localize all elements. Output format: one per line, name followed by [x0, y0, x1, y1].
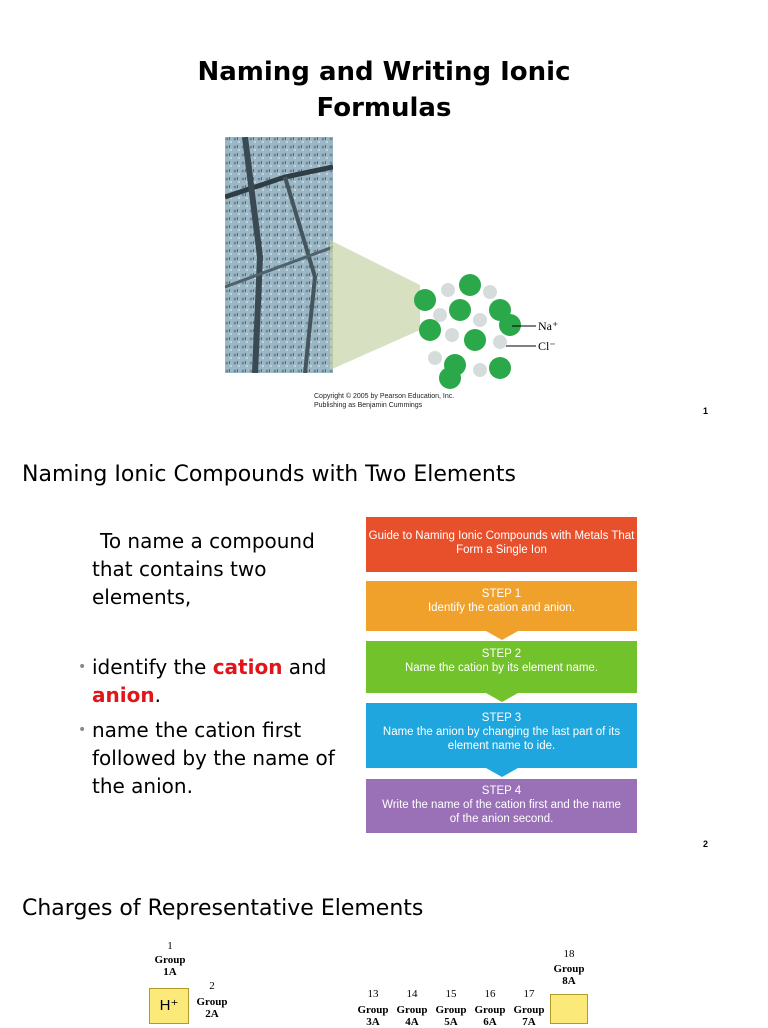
periodic-table-excerpt [0, 930, 768, 1028]
step-3-text: Name the anion by changing the last part of its element name to ide. [382, 726, 621, 752]
title-line-1: Naming and Writing Ionic [197, 57, 571, 87]
copyright-notice [314, 392, 454, 410]
group-number: 14 [406, 988, 418, 1000]
group-label [145, 954, 195, 978]
bullet1-mid: and [282, 655, 327, 679]
sodium-ion-label: Na⁺ [538, 319, 559, 333]
group-word: Group [154, 954, 186, 966]
group-sub: 1A [163, 966, 177, 978]
title-line-2: Formulas [316, 93, 452, 123]
group-word: Group [357, 1004, 389, 1016]
group-number: 13 [367, 988, 379, 1000]
group-sub: 2A [205, 1008, 219, 1020]
step-1-box [366, 581, 637, 631]
group-sub: 8A [562, 975, 576, 987]
group-label [510, 1004, 548, 1028]
hydrogen-cell [149, 988, 189, 1024]
step-2-label: STEP 2 [481, 648, 522, 660]
slide-title [0, 54, 768, 126]
group-label [188, 996, 236, 1020]
step-1-arrow [486, 631, 518, 640]
anion-term: anion [92, 683, 155, 707]
group-sub: 4A [405, 1016, 419, 1028]
step-4-text: Write the name of the cation first and the name of the anion second. [382, 799, 621, 825]
group-number: 2 [209, 980, 215, 992]
bullet1-prefix: identify the [92, 655, 213, 679]
group-number: 1 [167, 940, 173, 952]
group-word: Group [513, 1004, 545, 1016]
group-number: 18 [563, 948, 575, 960]
group-sub: 6A [483, 1016, 497, 1028]
step-3-arrow [486, 768, 518, 777]
step-1-label: STEP 1 [481, 588, 522, 600]
group-word: Group [435, 1004, 467, 1016]
step-4-label: STEP 4 [481, 785, 522, 797]
group-sub: 3A [366, 1016, 380, 1028]
slide-heading: Charges of Representative Elements [22, 896, 424, 921]
cation-term: cation [212, 655, 283, 679]
lattice-spheres [414, 274, 521, 389]
bullet2-text: • name the cation first followed by the name of the anion. [92, 716, 352, 800]
group-label [354, 1004, 392, 1028]
salt-crystal-photo [225, 137, 333, 373]
intro-text [92, 527, 352, 611]
noble-gas-cell [550, 994, 588, 1024]
nacl-lattice-diagram [330, 230, 580, 400]
step-1-text: Identify the cation and anion. [427, 602, 576, 614]
page-number: 2 [702, 839, 708, 849]
hydrogen-ion-label: H⁺ [159, 997, 179, 1014]
page-number: 1 [702, 406, 708, 416]
step-4-box [366, 779, 637, 833]
step-2-box [366, 641, 637, 693]
group-label [471, 1004, 509, 1028]
group-word: Group [553, 963, 585, 975]
group-sub: 7A [522, 1016, 536, 1028]
slide-1 [0, 0, 768, 430]
group-label [545, 963, 593, 987]
group-label [393, 1004, 431, 1028]
group-word: Group [196, 996, 228, 1008]
copyright-line-2: Publishing as Benjamin Cummings [314, 402, 423, 409]
group-sub: 5A [444, 1016, 458, 1028]
bullet-order [92, 716, 352, 800]
bullet-identify [92, 653, 352, 709]
group-word: Group [474, 1004, 506, 1016]
chloride-ion-label: Cl⁻ [538, 339, 556, 353]
step-3-box [366, 703, 637, 768]
intro-sentence: To name a compound that contains two elements, [92, 529, 315, 609]
group-number: 16 [484, 988, 496, 1000]
guide-title: Guide to Naming Ionic Compounds with Metals That Form a Single Ion [368, 530, 635, 556]
bullet1-suffix: . [154, 683, 161, 707]
slide-heading: Naming Ionic Compounds with Two Elements [22, 462, 516, 487]
group-number: 17 [523, 988, 535, 1000]
step-2-arrow [486, 693, 518, 702]
copyright-line-1: Copyright © 2005 by Pearson Education, Inc. [314, 393, 455, 400]
step-3-label: STEP 3 [481, 712, 522, 724]
group-label [432, 1004, 470, 1028]
guide-title-box [366, 517, 637, 572]
group-number: 15 [445, 988, 457, 1000]
group-word: Group [396, 1004, 428, 1016]
step-2-text: Name the cation by its element name. [404, 662, 599, 674]
